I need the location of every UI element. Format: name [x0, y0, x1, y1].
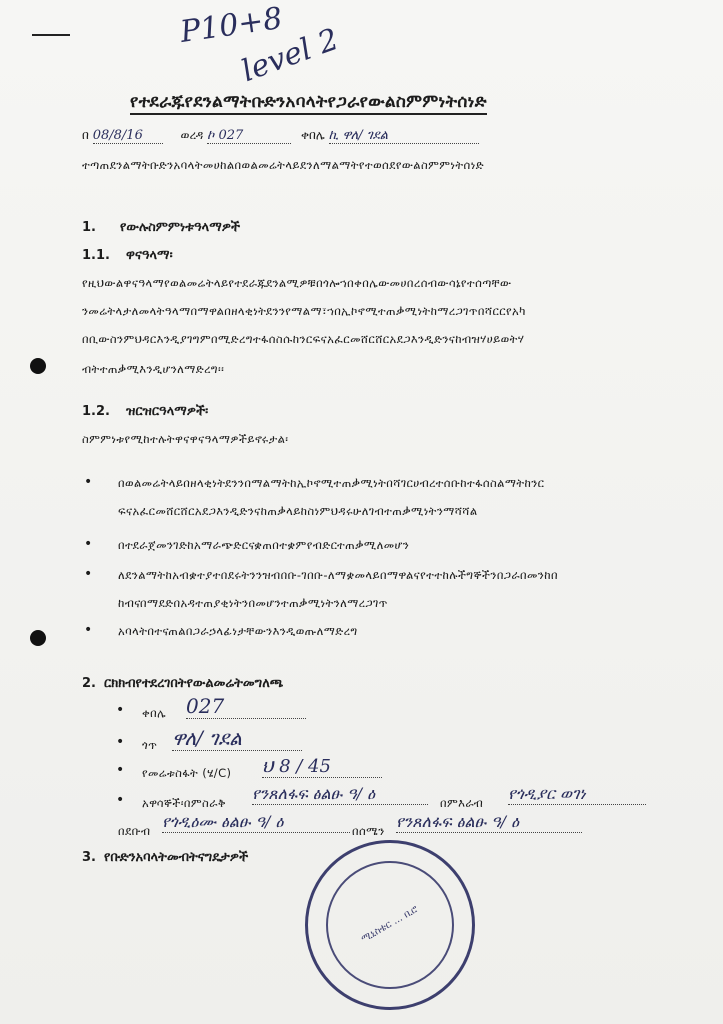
intro-sentence: ተጣጠደንልማትቡድንአባላትመሀከልበወልመሬትላይደንለማልማትየተወሰደየውልስምምነትሰነድ	[82, 158, 485, 172]
boundary-east-value: የንጸለፋፍ ፅልፁ ዓ/ ዕ	[252, 784, 428, 805]
kebele-value: ኪ ዋለ/ ገደል	[329, 128, 479, 144]
section3-number: 3.	[82, 850, 96, 865]
purpose-line-3: በቢውስንምህዳርእንዲያገግምበሚድረግተፋሰስሱከንርፍናአፈርመሸርሸርአደጋእንዲድንናከብዝሃሀይወትሃ	[82, 332, 525, 346]
field-kebele-dot: •	[116, 702, 125, 718]
date-value: 08/8/16	[93, 128, 163, 144]
boundary-west-value: የጎዲያር ወገነ	[508, 784, 646, 805]
stamp-text: ሚኒስቴር ... ቢሮ	[359, 903, 420, 946]
section1-heading: የውሉስምምነቱዓላማዎች	[120, 220, 241, 235]
bullet-2-dot: •	[84, 536, 93, 552]
bullet-1-dot: •	[84, 474, 93, 490]
field-area-label: የመሬቱስፋት (ሄ/C)	[142, 766, 232, 780]
field-gott-value: ዋለ/ ገደል	[172, 726, 302, 751]
official-stamp	[305, 840, 475, 1010]
bullet-1-line-2: ፍናአፈርመሸርሸርአደጋእንዲድንናከጠቃላይከስነምህዳሩሁለገብተጠቃሚነትንማሻሻል	[118, 504, 478, 518]
section2-heading: ርክክብየተደረገበትየውልመሬትመግለጫ	[104, 676, 284, 691]
boundaries-dot: •	[116, 792, 125, 808]
woreda-value: ኮ 027	[207, 128, 291, 144]
field-area-value: ህ 8 / 45	[262, 756, 382, 778]
purpose-line-2: ንመሬትላታለመላትዓላማበማዋልበዘላቂነትደንንየማልማ፣ኀበኢኮኖሚተጠቃሚነትከማረጋገጥበሻርርየአካ	[82, 304, 526, 318]
bullet-1-line-1: በወልመሬትላይበዘላቂነትደንንበማልማትከኢኮኖሚተጠቃሚነትበሻገርሀብረተሰቡከተፋሰስልማትከንር	[118, 476, 545, 490]
field-kebele-label: ቀበሌ	[142, 706, 167, 720]
kebele-label: ቀበሌ	[300, 128, 325, 142]
section1-2-heading: ዝርዝርዓላማዎች፡	[126, 404, 209, 419]
field-gott-dot: •	[116, 734, 125, 750]
woreda-label: ወረዳ	[180, 128, 204, 142]
section1-2-number: 1.2.	[82, 404, 110, 419]
boundary-north-value: የጎዲዕሙ ፅልፁ ዓ/ ዕ	[162, 812, 350, 833]
section1-1-number: 1.1.	[82, 248, 110, 263]
bullet-3-line-2: ከብናበማደድበአዳተጠያቂነትንበመሆንተጠቃሚነትንለማረጋገጥ	[118, 596, 388, 610]
field-gott-label: ጎጥ	[142, 738, 158, 752]
punch-hole-lower	[30, 630, 46, 646]
bullet-4-dot: •	[84, 622, 93, 638]
field-area-dot: •	[116, 762, 125, 778]
document-title: የተደራጁየደንልማትቡድንአባላትየጋራየውልስምምነትሰነድ	[130, 92, 487, 115]
bullet-2-line-1: በተደራጀመንገድከአማራጭድርናቋጠበተቋምየብድርተጠቃሚለመሆን	[118, 538, 410, 552]
bullet-4-line-1: አባላትበተናጠልበጋራኃላፊነታቸውንእንዲወጡለማድረግ	[118, 624, 358, 638]
boundary-west-label: በምእራብ	[440, 796, 484, 810]
purpose-line-4: ብትተጠቃሚእንዲሆንለማድረግ፡፡	[82, 362, 225, 376]
purpose-line-1: የዚህውልዋናዓላማየወልመሬትላይየተደራጁደንልሚዎቹበጎሎኀበቀበሌውመሀበረሰብውሳኔየተሰጣቸው	[82, 276, 512, 290]
bullet-3-line-1: ለደንልማትከአብቋተያተበደሩትንንዝብበቡ-ገበቡ-ለማቋመላይበማዋልናየተተከሉችግኞችንበጋራበመንከበ	[118, 568, 558, 582]
boundary-east-label: አዋሳኞች፡በምስራቅ	[142, 796, 227, 810]
date-prefix: በ	[82, 128, 89, 142]
intro-date-line	[82, 128, 479, 144]
section2-number: 2.	[82, 676, 96, 691]
boundary-south-value: የንጸለፋፍ ፅልፁ ዓ/ ዕ	[396, 812, 582, 833]
section3-heading: የቡድንአባላትመብትናግዴታዎች	[104, 850, 249, 865]
handwritten-note-level: level 2	[237, 21, 344, 90]
bullet-3-dot: •	[84, 566, 93, 582]
punch-hole-upper	[30, 358, 46, 374]
section1-number: 1.	[82, 220, 96, 235]
boundary-south-label: በሰሜን	[352, 824, 385, 838]
boundary-north-label: በደቡብ	[118, 824, 151, 838]
corner-dash	[32, 34, 70, 36]
section1-1-heading: ዋናዓላማ፡	[126, 248, 173, 263]
field-kebele-value: 027	[186, 694, 306, 719]
objectives-intro: ስምምነቱየሚከተሉትዋናዋናዓላማዎችይኖሩታል፡	[82, 432, 289, 446]
handwritten-note-top: P10+8	[178, 1, 285, 50]
